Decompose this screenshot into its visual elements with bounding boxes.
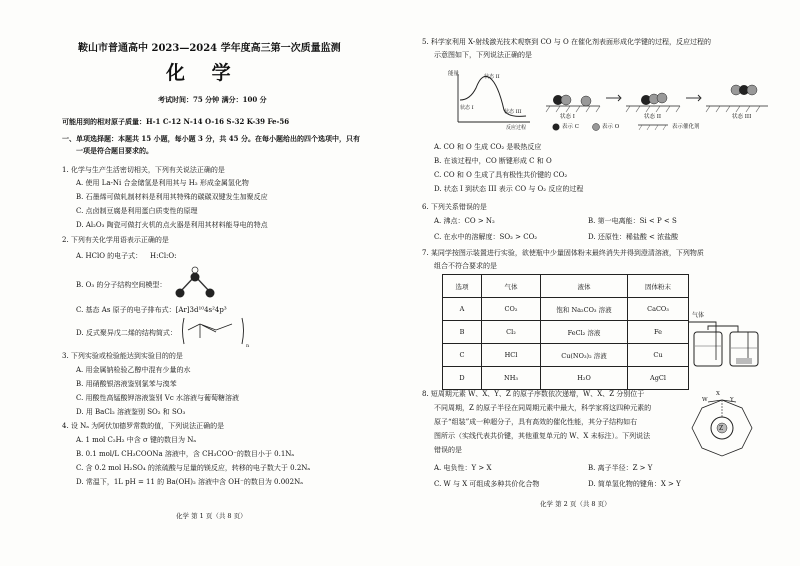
q4-option: A. 1 mol C₂H₂ 中含 σ 键的数目为 Nₐ [76, 436, 197, 444]
q8-stem-line: 错误的是 [434, 446, 462, 454]
q4-option: D. 常温下，1L pH = 11 的 Ba(OH)₂ 溶液中含 OH⁻的数目为 0.002Nₐ [76, 478, 303, 486]
table-header: 固体粉末 [628, 275, 689, 298]
graph-s3-label: 状态 III [504, 109, 522, 115]
q5-stem: 5. 科学家利用 X-射线激光技术观察到 CO 与 O 在催化剂表面形成化学键的过程，反应过程的 [422, 38, 711, 46]
structure-z-label: Z [719, 425, 724, 432]
structure-x-label: X [716, 391, 720, 397]
subject-title: 化 学 [166, 62, 241, 84]
exam-info: 考试时间：75 分钟 满分：100 分 [158, 95, 267, 104]
table-cell: NH₃ [482, 367, 541, 390]
q6-stem: 6. 下列关系错误的是 [422, 203, 487, 211]
table-cell: A [443, 298, 482, 321]
table-row [443, 367, 689, 390]
structure-w-label: W [702, 397, 708, 403]
q8-option: D. 简单氢化物的键角：X > Y [588, 480, 681, 488]
table-header: 气体 [482, 275, 541, 298]
q5-option: D. 状态 I 到状态 III 表示 CO 与 O₂ 反应的过程 [434, 185, 584, 193]
q2-option: C. 基态 As 原子的电子排布式：[Ar]3d¹⁰4s²4p³ [76, 306, 227, 314]
q1-stem: 1. 化学与生产生活密切相关，下列有关说法正确的是 [62, 166, 225, 174]
page-footer: 化学 第 2 页（共 8 页） [540, 500, 611, 508]
q8-stem-line: 图所示（实线代表共价键，其他重复单元的 W、X 未标注）。下列说法 [434, 432, 651, 440]
q3-stem: 3. 下列实验或检验能达到实验目的的是 [62, 352, 183, 360]
table-header: 选项 [443, 275, 482, 298]
q8-stem-line: 不同周期，Z 的原子半径在同周期元素中最大，科学家将这四种元素的 [434, 404, 652, 412]
table-cell: HCl [482, 344, 541, 367]
q1-option: D. Al₂O₃ 陶瓷可做打火机的点火器是利用其材料能导电的特点 [76, 221, 268, 229]
legend-c: 表示 C [562, 124, 579, 130]
q5-stem-2: 示意图如下，下列说法正确的是 [434, 51, 532, 59]
q8-option: C. W 与 X 可组成多种共价化合物 [434, 480, 540, 488]
graph-xlabel: 反应过程 [506, 125, 527, 131]
q6-option: A. 沸点：CO > N₂ [434, 217, 495, 225]
table-row [443, 321, 689, 344]
diagram-state-3: 状态 III [732, 114, 752, 120]
q1-option: C. 点卤制豆腐是利用蛋白质变性的原理 [76, 207, 198, 215]
page-2 [400, 0, 800, 566]
table-cell: FeCl₂ 溶液 [541, 321, 628, 344]
table-header-row [443, 275, 689, 298]
table-cell: Cu [628, 344, 689, 367]
q1-option: A. 使用 La-Ni 合金储氢是利用其与 H₂ 形成金属氢化物 [76, 179, 249, 187]
q3-option: C. 用酸性高锰酸钾溶液鉴别 Vc 水溶液与葡萄糖溶液 [76, 394, 239, 402]
q8-option: A. 电负性：Y > X [434, 464, 492, 472]
page-footer: 化学 第 1 页（共 8 页） [176, 512, 247, 520]
q3-option: A. 用金属钠检验乙醇中混有少量的水 [76, 366, 191, 374]
q4-stem: 4. 设 Nₐ 为阿伏加德罗常数的值，下列说法正确的是 [62, 422, 225, 430]
q6-option: C. 在水中的溶解度：SO₂ > CO₂ [434, 233, 538, 241]
table-cell: Cl₂ [482, 321, 541, 344]
section-title: 一、单项选择题：本题共 15 小题，每小题 3 分，共 45 分。在每小题给出的四个选项中，只有 [62, 134, 360, 143]
q4-option: B. 0.1 mol/L CH₃COONa 溶液中，含 CH₃COO⁻的数目小于 0.1Nₐ [76, 450, 295, 458]
q2-option: A. HClO 的电子式： [76, 252, 143, 260]
table-row [443, 344, 689, 367]
q2-stem: 2. 下列有关化学用语表示正确的是 [62, 236, 169, 244]
q7-stem: 7. 某同学按图示装置进行实验，欲使瓶中少量固体粉末最终消失并得到澄清溶液，下列物质 [422, 249, 704, 257]
diagram-state-1: 状态 I [560, 114, 575, 120]
q2-option: B. O₃ 的分子结构空间模型： [76, 281, 167, 289]
q7-stem-2: 组合不符合要求的是 [434, 262, 497, 270]
section-title-2: 一项是符合题目要求的。 [76, 146, 153, 155]
table-cell: 饱和 Na₂CO₃ 溶液 [541, 298, 628, 321]
table-cell: Fe [628, 321, 689, 344]
table-cell: H₂O [541, 367, 628, 390]
q6-option: B. 第一电离能：Si < P < S [588, 217, 677, 225]
table-cell: AgCl [628, 367, 689, 390]
graph-ts-label: 状态 II [484, 74, 500, 80]
q3-option: B. 用硝酸银溶液鉴别氯苯与溴苯 [76, 380, 177, 388]
q5-option: C. CO 和 O 生成了具有极性共价键的 CO₂ [434, 171, 568, 179]
table-header: 液体 [541, 275, 628, 298]
apparatus-gas-label: 气体 [692, 312, 705, 319]
q3-option: D. 用 BaCl₂ 溶液鉴别 SO₂ 和 SO₃ [76, 408, 186, 416]
diagram-state-2: 状态 II [644, 114, 662, 120]
q8-stem-line: 原子“组装”成一种超分子，具有高效的催化性能，其分子结构如右 [434, 418, 638, 426]
graph-s1-label: 状态 I [460, 105, 474, 111]
graph-ylabel: 能量 [448, 71, 460, 77]
table-cell: B [443, 321, 482, 344]
legend-o: 表示 O [602, 124, 620, 130]
table-cell: Cu(NO₃)₂ 溶液 [541, 344, 628, 367]
q8-option: B. 离子半径：Z > Y [588, 464, 653, 472]
q5-option: A. CO 和 O 生成 CO₂ 是吸热反应 [434, 143, 542, 151]
legend-catalyst: 表示催化剂 [672, 124, 700, 130]
q2-option: D. 反式聚异戊二烯的结构简式： [76, 329, 177, 337]
svg-text:n: n [246, 343, 250, 349]
exam-header: 鞍山市普通高中 2023—2024 学年度高三第一次质量监测 [78, 43, 341, 54]
q4-option: C. 含 0.2 mol H₂SO₄ 的浓硫酸与足量的镁反应，转移的电子数大于 0.2Nₐ [76, 464, 311, 472]
q5-option: B. 在该过程中，CO 断键形成 C 和 O [434, 157, 552, 165]
o3-model-icon [170, 266, 220, 300]
atomic-masses: 可能用到的相对原子质量：H-1 C-12 N-14 O-16 S-32 K-39 Fe-56 [62, 117, 290, 126]
hclo-electron-formula: H:Cl:O: [150, 252, 177, 260]
q6-option: D. 还原性：稀盐酸 < 浓盐酸 [588, 233, 679, 241]
gas-apparatus-icon [686, 316, 768, 370]
table-cell: D [443, 367, 482, 390]
legend-symbols [550, 122, 780, 132]
table-cell: CaCO₃ [628, 298, 689, 321]
q1-option: B. 石墨烯可做轧制材料是利用其特殊的碳碳双键发生加聚反应 [76, 193, 268, 201]
structure-y-label: Y [730, 397, 734, 403]
table-cell: C [443, 344, 482, 367]
q7-table [442, 274, 689, 390]
table-cell: CO₂ [482, 298, 541, 321]
polyisoprene-structure-icon [180, 316, 250, 350]
q8-stem-line: 8. 短周期元素 W、X、Y、Z 的原子序数依次递增，W、X、Z 分别位于 [422, 390, 645, 398]
table-row [443, 298, 689, 321]
